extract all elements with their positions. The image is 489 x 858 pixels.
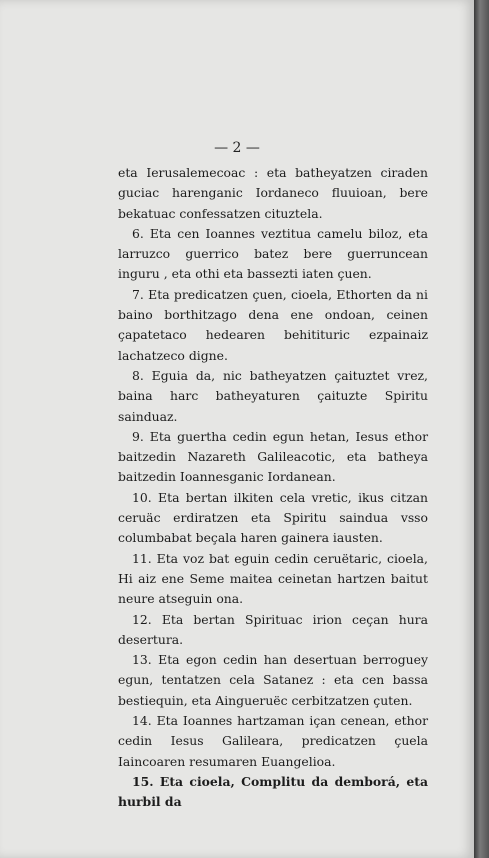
verse-13: 13. Eta egon cedin han desertuan berroguey egun, tentatzen cela Satanez : eta cen bassa bestiequin, eta Aingueruëc cerbitzatzen çuten. xyxy=(118,652,428,708)
verse-12: 12. Eta bertan Spirituac irion ceçan hura desertura. xyxy=(118,611,428,647)
verse-6: 6. Eta cen Ioannes veztitua camelu biloz, eta larruzco guerrico batez bere guerruncean inguru , eta othi eta bassezti iaten çuen. xyxy=(118,225,428,282)
verse-10: 10. Eta bertan ilkiten cela vretic, ikus citzan ceruäc erdiratzen eta Spiritu saindua vsso columbabat beçala haren gainera iausten. xyxy=(118,489,428,546)
verse-11: 11. Eta voz bat eguin cedin ceruëtaric, cioela, Hi aiz ene Seme maitea ceinetan hartzen baitut neure atseguin ona. xyxy=(118,550,428,607)
verse-9: 9. Eta guertha cedin egun hetan, Iesus ethor baitzedin Nazareth Galileacotic, eta batheya baitzedin Ioannesganic Iordanean. xyxy=(118,428,428,485)
page-body xyxy=(118,163,428,813)
paragraph-continuation: eta Ierusalemecoac : eta batheyatzen ciraden guciac harenganic Iordaneco fluuioan, bere bekatuac confessatzen cituztela. xyxy=(118,165,428,221)
verse-7: 7. Eta predicatzen çuen, cioela, Ethorten da ni baino borthitzago dena ene ondoan, ceinen çapatetaco hedearen behitituric ezpainaiz lachatzeco digne. xyxy=(118,286,428,363)
verse-8: 8. Eguia da, nic batheyatzen çaituztet vrez, baina harc batheyaturen çaituzte Spiritu sainduaz. xyxy=(118,367,428,424)
page-edge xyxy=(474,0,489,858)
verse-14: 14. Eta Ioannes hartzaman içan cenean, ethor cedin Iesus Galileara, predicatzen çuela Iaincoaren resumaren Euangelioa. xyxy=(118,713,428,769)
verse-15: 15. Eta cioela, Complitu da demborá, eta hurbil da xyxy=(118,773,428,810)
page-number: — 2 — xyxy=(214,140,260,156)
